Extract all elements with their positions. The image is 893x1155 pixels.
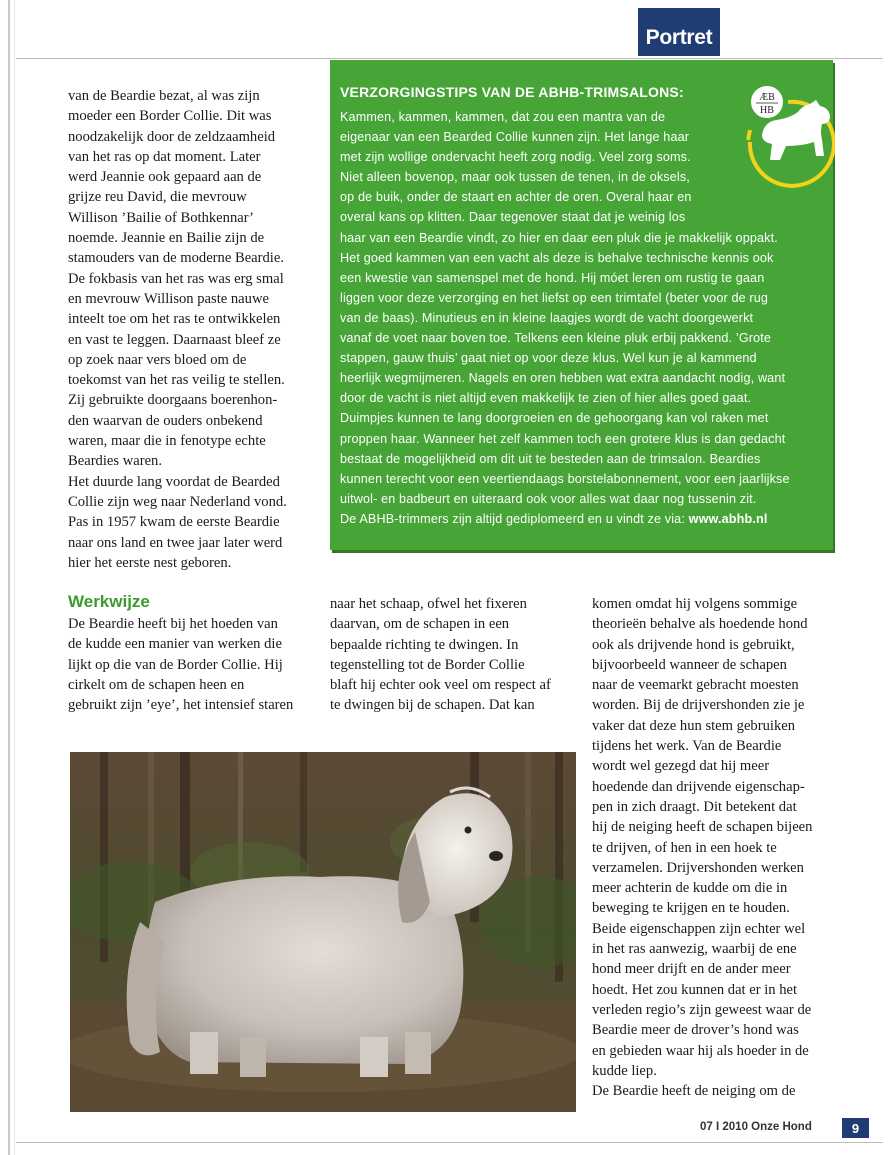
- bearded-collie-photo: [70, 752, 576, 1112]
- column-2-top-text: naar het schaap, ofwel het fixeren daarvan, om de schapen in een bepaalde richting te dwingen. In tegenstelling tot de Border Collie blaft hij echter ook veel om respect af te dwingen bij de schapen. Dat kan: [330, 596, 551, 714]
- page-binding-edge: [8, 0, 10, 1155]
- grooming-tips-text: Kammen, kammen, kammen, dat zou een mantra van de eigenaar van een Bearded Collie kunnen zijn. Het lange haar met zijn wollige ondervacht heeft zorg nodig. Veel zorg soms. Niet alleen bovenop, maar ook tussen de tenen, in de oksels, op de buik, onder de staart en achter de oren. Overal haar en overal kans op klitten. Daar tegenover staat dat je weinig los haar van een Beardie vindt, zo hier en daar een pluk die je makkelijk oppakt. Het goed kammen van een vacht als deze is behalve technische kennis ook een kwestie van samenspel met de hond. Hij móet leren om rustig te gaan liggen voor deze verzorging en het liefst op een trimtafel (beter voor de rug van de baas). Minutieus en in kleine laagjes wordt de vacht doorgewerkt vanaf de voet naar boven toe. Telkens een kleine pluk erbij pakkend. ’Grote stappen, gauw thuis’ gaat niet op voor deze klus. Wel kun je al kammend heerlijk wegmijmeren. Nagels en oren hebben wat extra aandacht nodig, want door de vacht is niet altijd even makkelijk te zien of hier alles goed gaat. Duimpjes kunnen te lang doorgroeien en de gehoorgang kan vol raken met proppen haar. Wanneer het zelf kammen toch een grotere klus is dan gedacht bestaat de mogelijkheid om dit uit te besteden aan de trimsalon. Beardies kunnen terecht voor een veertiendaags borstelabonnement, voor een jaarlijkse uitwol- en badbeurt en uiteraard ook voor alles wat daar nog tussenin zit. De ABHB-trimmers zijn altijd gediplomeerd en u vindt ze via:: [340, 110, 790, 526]
- logo-text-bottom: HB: [760, 105, 774, 116]
- bottom-rule: [16, 1142, 883, 1143]
- column-1-top-text: van de Beardie bezat, al was zijn moeder een Border Collie. Dit was noodzakelijk door de zeldzaamheid van het ras op dat moment. Later werd Jeannie ook gepaard aan de grijze reu David, die mevrouw Willison ’Bailie of Bothkennar’ noemde. Jeannie en Bailie zijn de stamouders van de moderne Beardie. De fokbasis van het ras was erg smal en mevrouw Willison paste nauwe inteelt toe om het ras te ontwikkelen en vast te leggen. Daarnaast bleef ze op zoek naar vers bloed om de toekomst van het ras veilig te stellen. Zij gebruikte doorgaans boerenhon- den waarvan de ouders onbekend waren, maar die in fenotype echte Beardies waren. Het duurde lang voordat de Bearded Collie zijn weg naar Nederland vond. Pas in 1957 kwam de eerste Beardie naar ons land en twee jaar later werd hier het eerste nest geboren.: [68, 88, 287, 571]
- grooming-tips-title: VERZORGINGSTIPS VAN DE ABHB-TRIMSALONS:: [340, 84, 684, 100]
- grooming-tips-body: [340, 107, 830, 529]
- footer-issue: 07 I 2010 Onze Hond: [700, 1121, 812, 1133]
- section-tab: [638, 8, 720, 56]
- section-label: Portret: [645, 26, 713, 49]
- column-1-bottom-text: De Beardie heeft bij het hoeden van de kudde een manier van werken die lijkt op die van de Border Collie. Hij cirkelt om de schapen heen en gebruikt zijn ’eye’, het intensief staren: [68, 616, 294, 714]
- section-heading-werkwijze: Werkwijze: [68, 592, 150, 611]
- grooming-tips-box: [330, 60, 833, 550]
- column-3-text: komen omdat hij volgens sommige theorieën behalve als hoedende hond ook als drijvende hond is gebruikt, bijvoorbeeld wanneer de schapen naar de veemarkt gebracht moesten worden. Bij de drijvershonden zie je vaker dat deze hun stem gebruiken tijdens het werk. Van de Beardie wordt wel gezegd dat hij meer hoedende dan drijvende eigenschap- pen in zich draagt. Dit betekent dat hij de neiging heeft de schapen bijeen te drijven, of hen in een hoek te verzamelen. Drijvershonden werken meer achterin de kudde om die in beweging te krijgen en te houden. Beide eigenschappen zijn echter wel in het ras aanwezig, waarbij de ene hond meer drijft en de ander meer hoedt. Het zou kunnen dat er in het verleden regio’s zijn geweest waar de Beardie meer de drover’s hond was en gebieden waar hij als hoeder in de kudde liep. De Beardie heeft de neiging om de: [592, 596, 813, 1100]
- abhb-website-link[interactable]: www.abhb.nl: [688, 511, 768, 526]
- top-rule: [16, 58, 883, 59]
- page-binding-edge-inner: [14, 0, 15, 1155]
- logo-text-top: ÆB: [759, 92, 775, 103]
- page-number: 9: [842, 1118, 869, 1138]
